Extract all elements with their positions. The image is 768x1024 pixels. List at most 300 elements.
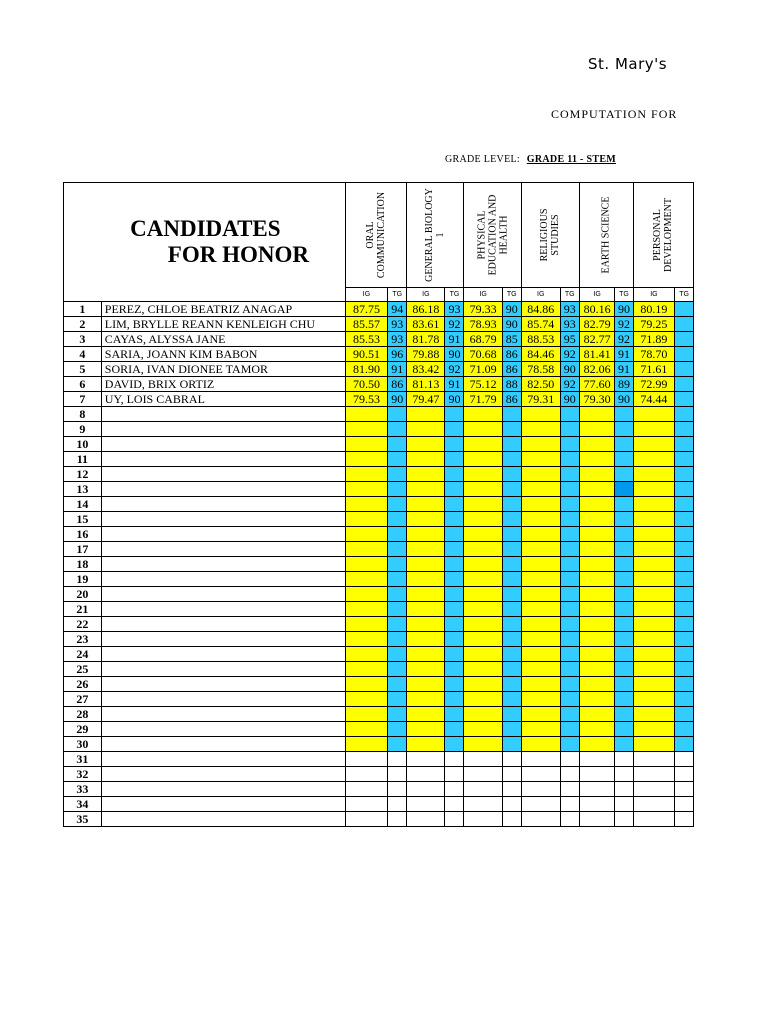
- student-name[interactable]: [101, 572, 345, 587]
- ig-cell[interactable]: 80.16: [579, 302, 615, 317]
- tg-cell[interactable]: [675, 647, 694, 662]
- ig-cell[interactable]: [407, 692, 445, 707]
- ig-cell[interactable]: [345, 662, 388, 677]
- tg-cell[interactable]: [675, 527, 694, 542]
- ig-cell[interactable]: [345, 707, 388, 722]
- tg-cell[interactable]: [560, 512, 579, 527]
- ig-cell[interactable]: [407, 707, 445, 722]
- ig-cell[interactable]: [579, 677, 615, 692]
- tg-cell[interactable]: [560, 572, 579, 587]
- ig-cell[interactable]: [521, 707, 560, 722]
- ig-cell[interactable]: [579, 422, 615, 437]
- ig-cell[interactable]: [407, 617, 445, 632]
- ig-cell[interactable]: 81.90: [345, 362, 388, 377]
- ig-cell[interactable]: [633, 737, 675, 752]
- tg-cell[interactable]: [615, 497, 633, 512]
- tg-cell[interactable]: 90: [615, 302, 633, 317]
- tg-cell[interactable]: [675, 497, 694, 512]
- ig-cell[interactable]: [345, 752, 388, 767]
- ig-cell[interactable]: [579, 782, 615, 797]
- ig-cell[interactable]: [407, 767, 445, 782]
- ig-cell[interactable]: 81.41: [579, 347, 615, 362]
- ig-cell[interactable]: [633, 437, 675, 452]
- tg-cell[interactable]: [560, 737, 579, 752]
- ig-cell[interactable]: [407, 497, 445, 512]
- tg-cell[interactable]: [445, 452, 464, 467]
- ig-cell[interactable]: [579, 407, 615, 422]
- tg-cell[interactable]: [388, 617, 407, 632]
- student-name[interactable]: [101, 422, 345, 437]
- tg-cell[interactable]: [388, 542, 407, 557]
- ig-cell[interactable]: [521, 437, 560, 452]
- ig-cell[interactable]: [407, 812, 445, 827]
- tg-cell[interactable]: [502, 767, 521, 782]
- ig-cell[interactable]: [633, 707, 675, 722]
- tg-cell[interactable]: [445, 812, 464, 827]
- tg-cell[interactable]: [675, 587, 694, 602]
- tg-cell[interactable]: [675, 767, 694, 782]
- tg-cell[interactable]: [445, 512, 464, 527]
- student-name[interactable]: SARIA, JOANN KIM BABON: [101, 347, 345, 362]
- tg-cell[interactable]: 96: [388, 347, 407, 362]
- tg-cell[interactable]: 92: [560, 347, 579, 362]
- ig-cell[interactable]: [521, 767, 560, 782]
- tg-cell[interactable]: [502, 707, 521, 722]
- tg-cell[interactable]: [615, 407, 633, 422]
- ig-cell[interactable]: [521, 422, 560, 437]
- student-name[interactable]: [101, 467, 345, 482]
- student-name[interactable]: DAVID, BRIX ORTIZ: [101, 377, 345, 392]
- tg-cell[interactable]: [502, 722, 521, 737]
- tg-cell[interactable]: [445, 572, 464, 587]
- tg-cell[interactable]: [615, 512, 633, 527]
- ig-cell[interactable]: [345, 467, 388, 482]
- tg-cell[interactable]: [615, 812, 633, 827]
- tg-cell[interactable]: [615, 602, 633, 617]
- tg-cell[interactable]: [675, 422, 694, 437]
- tg-cell[interactable]: [502, 557, 521, 572]
- tg-cell[interactable]: 90: [445, 392, 464, 407]
- tg-cell[interactable]: [445, 422, 464, 437]
- tg-cell[interactable]: [560, 722, 579, 737]
- tg-cell[interactable]: [675, 407, 694, 422]
- tg-cell[interactable]: [560, 587, 579, 602]
- ig-cell[interactable]: 85.53: [345, 332, 388, 347]
- tg-cell[interactable]: [615, 647, 633, 662]
- ig-cell[interactable]: [345, 542, 388, 557]
- tg-cell[interactable]: [615, 422, 633, 437]
- ig-cell[interactable]: 79.30: [579, 392, 615, 407]
- tg-cell[interactable]: 92: [560, 377, 579, 392]
- tg-cell[interactable]: 92: [445, 317, 464, 332]
- ig-cell[interactable]: [521, 407, 560, 422]
- student-name[interactable]: [101, 782, 345, 797]
- tg-cell[interactable]: [388, 497, 407, 512]
- tg-cell[interactable]: [388, 737, 407, 752]
- student-name[interactable]: [101, 752, 345, 767]
- tg-cell[interactable]: 92: [445, 362, 464, 377]
- ig-cell[interactable]: [633, 467, 675, 482]
- tg-cell[interactable]: [615, 527, 633, 542]
- ig-cell[interactable]: [633, 767, 675, 782]
- tg-cell[interactable]: [445, 692, 464, 707]
- ig-cell[interactable]: [407, 587, 445, 602]
- tg-cell[interactable]: [675, 302, 694, 317]
- ig-cell[interactable]: [464, 512, 502, 527]
- ig-cell[interactable]: [521, 557, 560, 572]
- tg-cell[interactable]: [388, 722, 407, 737]
- ig-cell[interactable]: [579, 482, 615, 497]
- tg-cell[interactable]: 90: [560, 362, 579, 377]
- student-name[interactable]: [101, 452, 345, 467]
- ig-cell[interactable]: [579, 587, 615, 602]
- tg-cell[interactable]: [502, 407, 521, 422]
- tg-cell[interactable]: [445, 662, 464, 677]
- ig-cell[interactable]: [464, 677, 502, 692]
- tg-cell[interactable]: 95: [560, 332, 579, 347]
- ig-cell[interactable]: [345, 812, 388, 827]
- ig-cell[interactable]: [464, 452, 502, 467]
- tg-cell[interactable]: 93: [388, 317, 407, 332]
- student-name[interactable]: [101, 542, 345, 557]
- tg-cell[interactable]: 90: [502, 302, 521, 317]
- ig-cell[interactable]: 79.33: [464, 302, 502, 317]
- ig-cell[interactable]: [345, 767, 388, 782]
- ig-cell[interactable]: [464, 482, 502, 497]
- tg-cell[interactable]: [675, 437, 694, 452]
- ig-cell[interactable]: [407, 737, 445, 752]
- ig-cell[interactable]: [345, 797, 388, 812]
- ig-cell[interactable]: [464, 752, 502, 767]
- tg-cell[interactable]: [560, 647, 579, 662]
- tg-cell[interactable]: [502, 797, 521, 812]
- ig-cell[interactable]: [345, 602, 388, 617]
- ig-cell[interactable]: [579, 557, 615, 572]
- ig-cell[interactable]: [521, 632, 560, 647]
- ig-cell[interactable]: [464, 632, 502, 647]
- ig-cell[interactable]: 79.47: [407, 392, 445, 407]
- ig-cell[interactable]: 84.86: [521, 302, 560, 317]
- tg-cell[interactable]: [560, 707, 579, 722]
- ig-cell[interactable]: [633, 752, 675, 767]
- ig-cell[interactable]: [407, 557, 445, 572]
- ig-cell[interactable]: [633, 572, 675, 587]
- student-name[interactable]: [101, 497, 345, 512]
- tg-cell[interactable]: [615, 722, 633, 737]
- tg-cell[interactable]: [388, 512, 407, 527]
- ig-cell[interactable]: [407, 422, 445, 437]
- student-name[interactable]: [101, 662, 345, 677]
- tg-cell[interactable]: [675, 692, 694, 707]
- tg-cell[interactable]: [615, 557, 633, 572]
- tg-cell[interactable]: [502, 482, 521, 497]
- tg-cell[interactable]: [560, 752, 579, 767]
- ig-cell[interactable]: [521, 512, 560, 527]
- student-name[interactable]: [101, 737, 345, 752]
- tg-cell[interactable]: [615, 587, 633, 602]
- ig-cell[interactable]: [345, 782, 388, 797]
- ig-cell[interactable]: [521, 527, 560, 542]
- ig-cell[interactable]: [633, 407, 675, 422]
- ig-cell[interactable]: [521, 647, 560, 662]
- ig-cell[interactable]: 79.53: [345, 392, 388, 407]
- tg-cell[interactable]: [675, 557, 694, 572]
- ig-cell[interactable]: [579, 542, 615, 557]
- ig-cell[interactable]: [345, 407, 388, 422]
- ig-cell[interactable]: [633, 722, 675, 737]
- ig-cell[interactable]: 79.31: [521, 392, 560, 407]
- ig-cell[interactable]: [633, 677, 675, 692]
- tg-cell[interactable]: [445, 647, 464, 662]
- ig-cell[interactable]: [633, 782, 675, 797]
- tg-cell[interactable]: [560, 452, 579, 467]
- tg-cell[interactable]: [445, 722, 464, 737]
- ig-cell[interactable]: [464, 797, 502, 812]
- ig-cell[interactable]: [633, 692, 675, 707]
- tg-cell[interactable]: [615, 632, 633, 647]
- tg-cell[interactable]: [388, 467, 407, 482]
- tg-cell[interactable]: [502, 542, 521, 557]
- ig-cell[interactable]: 78.70: [633, 347, 675, 362]
- ig-cell[interactable]: [633, 662, 675, 677]
- tg-cell[interactable]: [615, 797, 633, 812]
- ig-cell[interactable]: [579, 707, 615, 722]
- tg-cell[interactable]: [615, 782, 633, 797]
- tg-cell[interactable]: [388, 572, 407, 587]
- ig-cell[interactable]: [579, 527, 615, 542]
- ig-cell[interactable]: [464, 722, 502, 737]
- ig-cell[interactable]: [464, 647, 502, 662]
- tg-cell[interactable]: [388, 662, 407, 677]
- student-name[interactable]: [101, 692, 345, 707]
- tg-cell[interactable]: [388, 797, 407, 812]
- tg-cell[interactable]: [388, 587, 407, 602]
- tg-cell[interactable]: [388, 677, 407, 692]
- ig-cell[interactable]: [345, 437, 388, 452]
- tg-cell[interactable]: [445, 617, 464, 632]
- ig-cell[interactable]: [579, 617, 615, 632]
- tg-cell[interactable]: [560, 662, 579, 677]
- ig-cell[interactable]: [464, 692, 502, 707]
- ig-cell[interactable]: 70.68: [464, 347, 502, 362]
- ig-cell[interactable]: 82.77: [579, 332, 615, 347]
- ig-cell[interactable]: [521, 812, 560, 827]
- ig-cell[interactable]: [464, 707, 502, 722]
- ig-cell[interactable]: [521, 662, 560, 677]
- tg-cell[interactable]: [675, 317, 694, 332]
- ig-cell[interactable]: [464, 542, 502, 557]
- ig-cell[interactable]: [345, 587, 388, 602]
- ig-cell[interactable]: [579, 572, 615, 587]
- tg-cell[interactable]: [615, 737, 633, 752]
- ig-cell[interactable]: [579, 647, 615, 662]
- tg-cell[interactable]: 93: [388, 332, 407, 347]
- tg-cell[interactable]: [388, 407, 407, 422]
- ig-cell[interactable]: [464, 587, 502, 602]
- tg-cell[interactable]: [445, 467, 464, 482]
- ig-cell[interactable]: [633, 557, 675, 572]
- ig-cell[interactable]: [521, 617, 560, 632]
- ig-cell[interactable]: [579, 692, 615, 707]
- ig-cell[interactable]: [633, 797, 675, 812]
- ig-cell[interactable]: [633, 527, 675, 542]
- ig-cell[interactable]: [633, 647, 675, 662]
- ig-cell[interactable]: [407, 482, 445, 497]
- ig-cell[interactable]: [464, 422, 502, 437]
- ig-cell[interactable]: [407, 512, 445, 527]
- ig-cell[interactable]: [345, 512, 388, 527]
- tg-cell[interactable]: [502, 812, 521, 827]
- tg-cell[interactable]: [502, 512, 521, 527]
- tg-cell[interactable]: [502, 662, 521, 677]
- tg-cell[interactable]: [445, 437, 464, 452]
- tg-cell[interactable]: 90: [502, 317, 521, 332]
- tg-cell[interactable]: [445, 602, 464, 617]
- tg-cell[interactable]: 91: [388, 362, 407, 377]
- tg-cell[interactable]: [502, 617, 521, 632]
- tg-cell[interactable]: [502, 647, 521, 662]
- ig-cell[interactable]: [579, 797, 615, 812]
- ig-cell[interactable]: [521, 467, 560, 482]
- student-name[interactable]: [101, 602, 345, 617]
- ig-cell[interactable]: [345, 737, 388, 752]
- ig-cell[interactable]: [579, 512, 615, 527]
- tg-cell[interactable]: [675, 392, 694, 407]
- tg-cell[interactable]: [675, 662, 694, 677]
- ig-cell[interactable]: [345, 572, 388, 587]
- tg-cell[interactable]: [615, 707, 633, 722]
- tg-cell[interactable]: [560, 677, 579, 692]
- tg-cell[interactable]: [560, 407, 579, 422]
- tg-cell[interactable]: [675, 332, 694, 347]
- ig-cell[interactable]: [521, 602, 560, 617]
- tg-cell[interactable]: [388, 422, 407, 437]
- tg-cell[interactable]: [560, 692, 579, 707]
- ig-cell[interactable]: [464, 737, 502, 752]
- tg-cell[interactable]: [615, 662, 633, 677]
- tg-cell[interactable]: [388, 602, 407, 617]
- tg-cell[interactable]: 91: [615, 362, 633, 377]
- tg-cell[interactable]: [675, 737, 694, 752]
- ig-cell[interactable]: [633, 542, 675, 557]
- ig-cell[interactable]: [579, 467, 615, 482]
- ig-cell[interactable]: 70.50: [345, 377, 388, 392]
- tg-cell[interactable]: [502, 737, 521, 752]
- ig-cell[interactable]: [579, 767, 615, 782]
- tg-cell[interactable]: [615, 542, 633, 557]
- tg-cell[interactable]: [502, 572, 521, 587]
- tg-cell[interactable]: [388, 782, 407, 797]
- tg-cell[interactable]: [445, 542, 464, 557]
- tg-cell[interactable]: [615, 752, 633, 767]
- tg-cell[interactable]: [615, 767, 633, 782]
- ig-cell[interactable]: [464, 602, 502, 617]
- tg-cell[interactable]: [445, 527, 464, 542]
- ig-cell[interactable]: [407, 407, 445, 422]
- tg-cell[interactable]: [502, 467, 521, 482]
- tg-cell[interactable]: [502, 437, 521, 452]
- tg-cell[interactable]: [615, 692, 633, 707]
- tg-cell[interactable]: [502, 527, 521, 542]
- ig-cell[interactable]: [407, 542, 445, 557]
- ig-cell[interactable]: [521, 497, 560, 512]
- tg-cell[interactable]: [560, 437, 579, 452]
- tg-cell[interactable]: [675, 347, 694, 362]
- ig-cell[interactable]: [579, 812, 615, 827]
- tg-cell[interactable]: [560, 557, 579, 572]
- ig-cell[interactable]: [345, 647, 388, 662]
- ig-cell[interactable]: [407, 752, 445, 767]
- student-name[interactable]: [101, 797, 345, 812]
- tg-cell[interactable]: [445, 782, 464, 797]
- ig-cell[interactable]: [521, 482, 560, 497]
- tg-cell[interactable]: [560, 497, 579, 512]
- tg-cell[interactable]: [388, 557, 407, 572]
- ig-cell[interactable]: 80.19: [633, 302, 675, 317]
- ig-cell[interactable]: 88.53: [521, 332, 560, 347]
- ig-cell[interactable]: 81.78: [407, 332, 445, 347]
- tg-cell[interactable]: [388, 452, 407, 467]
- ig-cell[interactable]: 85.74: [521, 317, 560, 332]
- ig-cell[interactable]: [345, 722, 388, 737]
- tg-cell[interactable]: 90: [445, 347, 464, 362]
- tg-cell[interactable]: 85: [502, 332, 521, 347]
- student-name[interactable]: [101, 812, 345, 827]
- ig-cell[interactable]: [464, 407, 502, 422]
- ig-cell[interactable]: [464, 662, 502, 677]
- tg-cell[interactable]: 91: [445, 377, 464, 392]
- tg-cell[interactable]: [560, 602, 579, 617]
- tg-cell[interactable]: [445, 737, 464, 752]
- tg-cell[interactable]: [560, 527, 579, 542]
- student-name[interactable]: [101, 527, 345, 542]
- student-name[interactable]: [101, 407, 345, 422]
- ig-cell[interactable]: [579, 662, 615, 677]
- ig-cell[interactable]: [345, 557, 388, 572]
- tg-cell[interactable]: [502, 692, 521, 707]
- tg-cell[interactable]: [675, 722, 694, 737]
- ig-cell[interactable]: [407, 647, 445, 662]
- ig-cell[interactable]: 78.93: [464, 317, 502, 332]
- tg-cell[interactable]: 86: [502, 347, 521, 362]
- ig-cell[interactable]: 71.09: [464, 362, 502, 377]
- ig-cell[interactable]: 82.50: [521, 377, 560, 392]
- tg-cell[interactable]: [675, 632, 694, 647]
- tg-cell[interactable]: [675, 542, 694, 557]
- tg-cell[interactable]: 90: [388, 392, 407, 407]
- ig-cell[interactable]: 79.25: [633, 317, 675, 332]
- ig-cell[interactable]: [633, 512, 675, 527]
- tg-cell[interactable]: [502, 782, 521, 797]
- ig-cell[interactable]: [521, 572, 560, 587]
- tg-cell[interactable]: [560, 617, 579, 632]
- tg-cell[interactable]: [560, 812, 579, 827]
- ig-cell[interactable]: 79.88: [407, 347, 445, 362]
- ig-cell[interactable]: [579, 632, 615, 647]
- tg-cell[interactable]: [445, 497, 464, 512]
- tg-cell[interactable]: [502, 422, 521, 437]
- ig-cell[interactable]: 82.06: [579, 362, 615, 377]
- student-name[interactable]: [101, 632, 345, 647]
- tg-cell[interactable]: 92: [615, 332, 633, 347]
- tg-cell[interactable]: [615, 617, 633, 632]
- ig-cell[interactable]: [345, 617, 388, 632]
- ig-cell[interactable]: [464, 497, 502, 512]
- tg-cell[interactable]: 93: [445, 302, 464, 317]
- ig-cell[interactable]: [407, 632, 445, 647]
- ig-cell[interactable]: [579, 497, 615, 512]
- tg-cell[interactable]: [675, 752, 694, 767]
